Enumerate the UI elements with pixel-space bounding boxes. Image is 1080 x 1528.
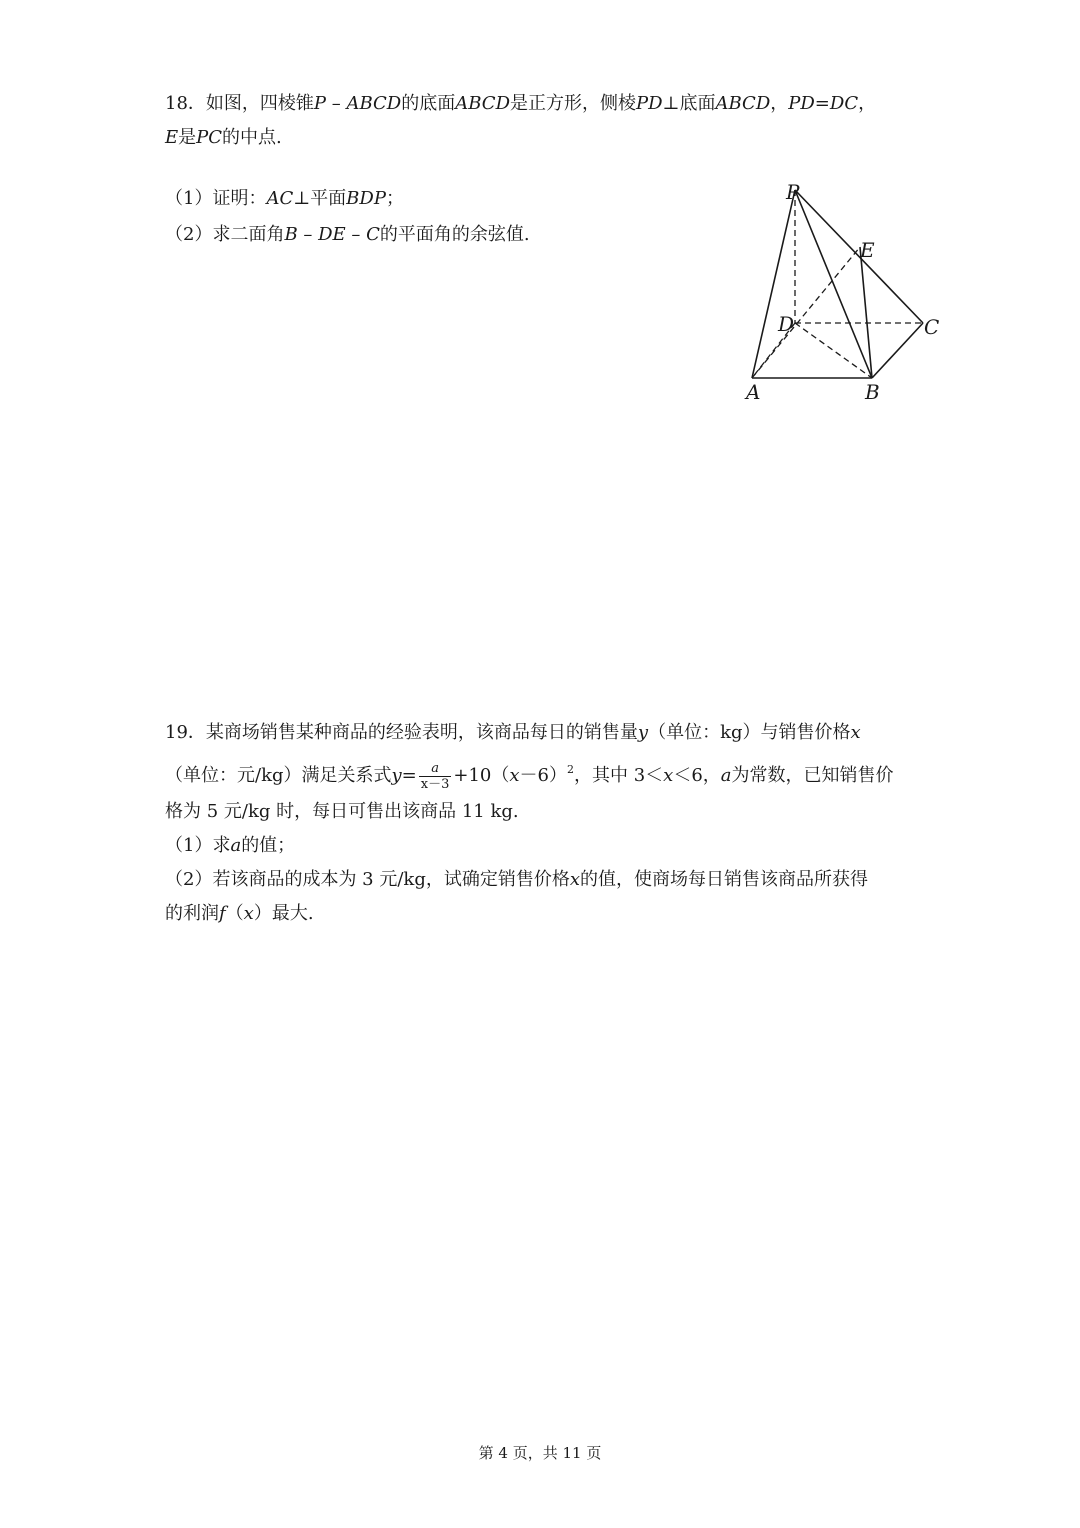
q18-text: 的底面 xyxy=(401,93,456,114)
q19-var: y xyxy=(391,765,402,786)
q19-part2 xyxy=(165,868,868,892)
label-P: P xyxy=(786,180,800,204)
label-D: D xyxy=(778,312,795,336)
fraction-denominator: x－3 xyxy=(420,776,450,792)
q19-text: ＜6， xyxy=(673,765,721,786)
q19-text: 19．某商场销售某种商品的经验表明，该商品每日的销售量 xyxy=(165,722,638,743)
q19-var: x xyxy=(569,869,580,890)
q19-part1 xyxy=(165,834,295,858)
q19-text: 的值，使商场每日销售该商品所获得 xyxy=(580,869,868,890)
q19-text: +10（ xyxy=(453,765,510,786)
q18-point: E xyxy=(165,127,179,148)
q18-text: ， xyxy=(858,93,877,114)
q19-text: 的利润 xyxy=(165,903,219,924)
q19-var: a xyxy=(720,765,732,786)
q18-text: ； xyxy=(385,188,404,209)
q19-text: 的值； xyxy=(241,835,296,856)
label-A: A xyxy=(746,380,761,404)
label-E: E xyxy=(860,238,875,262)
page-footer: 第 4 页，共 11 页 xyxy=(478,1444,602,1462)
q18-text: ， xyxy=(770,93,789,114)
q19-text: （ xyxy=(225,903,244,924)
edge-EB xyxy=(860,247,872,378)
q18-dihedral: B – DE – C xyxy=(284,224,380,245)
fraction-numerator: a xyxy=(419,761,452,777)
q19-var: x xyxy=(243,903,254,924)
q18-pyramid-name: P – ABCD xyxy=(313,93,402,114)
label-B: B xyxy=(865,380,880,404)
q19-part2-line2 xyxy=(165,902,314,926)
q18-edge: PD xyxy=(636,93,663,114)
q19-text: 为常数，已知销售价 xyxy=(731,765,894,786)
label-C: C xyxy=(924,315,940,339)
q18-text: 是 xyxy=(178,127,197,148)
q19-var: x xyxy=(509,765,520,786)
q18-text: 的平面角的余弦值. xyxy=(379,224,530,245)
q19-text: （单位：kg）与销售价格 xyxy=(648,722,851,743)
q19-line3: 格为 5 元/kg 时，每日可售出该商品 11 kg. xyxy=(165,801,519,822)
q19-var: x xyxy=(850,722,861,743)
q18-part2 xyxy=(165,223,530,247)
q18-base: ABCD xyxy=(715,93,771,114)
q18-text: 的中点. xyxy=(222,127,282,148)
q19-line2 xyxy=(165,758,894,792)
q18-edge: AC xyxy=(266,188,294,209)
q19-text: = xyxy=(401,765,417,786)
q18-text: ⊥平面 xyxy=(293,188,347,209)
q18-edge: DC xyxy=(829,93,859,114)
q18-text: （2）求二面角 xyxy=(165,224,285,245)
q19-text: －6） xyxy=(519,765,567,786)
q18-text: （1）证明： xyxy=(165,188,267,209)
q18-text: ⊥底面 xyxy=(662,93,716,114)
q18-plane: BDP xyxy=(346,188,386,209)
q18-edge: PC xyxy=(196,127,223,148)
q18-part1 xyxy=(165,187,404,211)
q19-text: ，其中 3＜ xyxy=(573,765,664,786)
q18-text: 是正方形，侧棱 xyxy=(510,93,636,114)
q18-edge: PD xyxy=(788,93,815,114)
q19-line1 xyxy=(165,721,861,745)
q19-text: （2）若该商品的成本为 3 元/kg，试确定销售价格 xyxy=(165,869,570,890)
q19-text: ）最大. xyxy=(253,903,314,924)
q19-exponent: 2 xyxy=(566,763,574,776)
pyramid-figure xyxy=(740,175,960,410)
q18-line1 xyxy=(165,92,876,116)
q19-var: x xyxy=(663,765,674,786)
q18-base: ABCD xyxy=(455,93,510,114)
q19-var: a xyxy=(230,835,242,856)
q18-line2 xyxy=(165,126,282,150)
q19-text: （1）求 xyxy=(165,835,231,856)
edge-BC xyxy=(872,323,923,378)
edge-PC xyxy=(795,190,923,323)
q19-func: f xyxy=(219,903,226,924)
q19-var: y xyxy=(637,722,649,743)
q18-text: 18．如图，四棱锥 xyxy=(165,93,314,114)
q18-text: = xyxy=(814,93,830,114)
q19-fraction xyxy=(419,761,452,792)
edge-PB xyxy=(795,190,872,378)
q19-text: （单位：元/kg）满足关系式 xyxy=(165,765,392,786)
